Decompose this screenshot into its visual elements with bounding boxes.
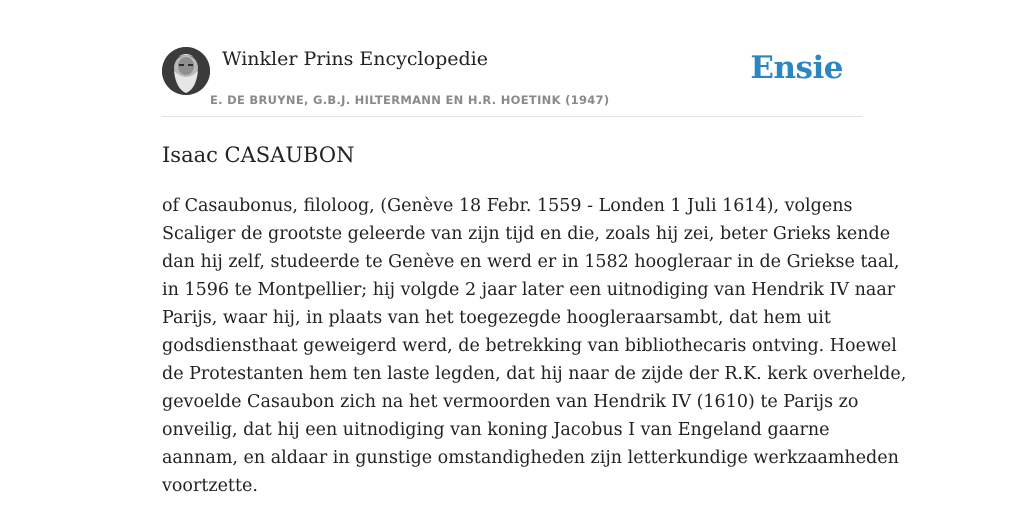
body-line: de Protestanten hem ten laste legden, dat hij naar de zijde der R.K. kerk overhelde, [162, 364, 907, 384]
portrait-icon [162, 47, 210, 95]
encyclopedia-title[interactable]: Winkler Prins Encyclopedie [222, 48, 488, 70]
brand-logo[interactable]: Ensie [750, 50, 843, 86]
body-line: aannam, en aldaar in gunstige omstandigheden zijn letterkundige werkzaamheden [162, 448, 899, 468]
body-line: Scaliger de grootste geleerde van zijn tijd en die, zoals hij zei, beter Grieks kende [162, 224, 891, 244]
entry-body [162, 192, 907, 500]
body-line: Parijs, waar hij, in plaats van het toegezegde hoogleraarsambt, dat hem uit [162, 308, 831, 328]
author-avatar[interactable] [162, 47, 210, 95]
entry-title: Isaac CASAUBON [162, 143, 355, 167]
site-header [162, 46, 862, 117]
body-line: godsdiensthaat geweigerd werd, de betrekking van bibliothecaris ontving. Hoewel [162, 336, 897, 356]
body-line: voortzette. [162, 476, 258, 496]
body-line: of Casaubonus, filoloog, (Genève 18 Febr. 1559 - Londen 1 Juli 1614), volgens [162, 196, 853, 216]
body-line: gevoelde Casaubon zich na het vermoorden van Hendrik IV (1610) te Parijs zo [162, 392, 859, 412]
body-line: onveilig, dat hij een uitnodiging van koning Jacobus I van Engeland gaarne [162, 420, 830, 440]
authors-line: E. DE BRUYNE, G.B.J. HILTERMANN EN H.R. HOETINK (1947) [210, 93, 610, 107]
body-line: dan hij zelf, studeerde te Genève en werd er in 1582 hoogleraar in de Griekse taal, [162, 252, 900, 272]
body-line: in 1596 te Montpellier; hij volgde 2 jaar later een uitnodiging van Hendrik IV naar [162, 280, 896, 300]
